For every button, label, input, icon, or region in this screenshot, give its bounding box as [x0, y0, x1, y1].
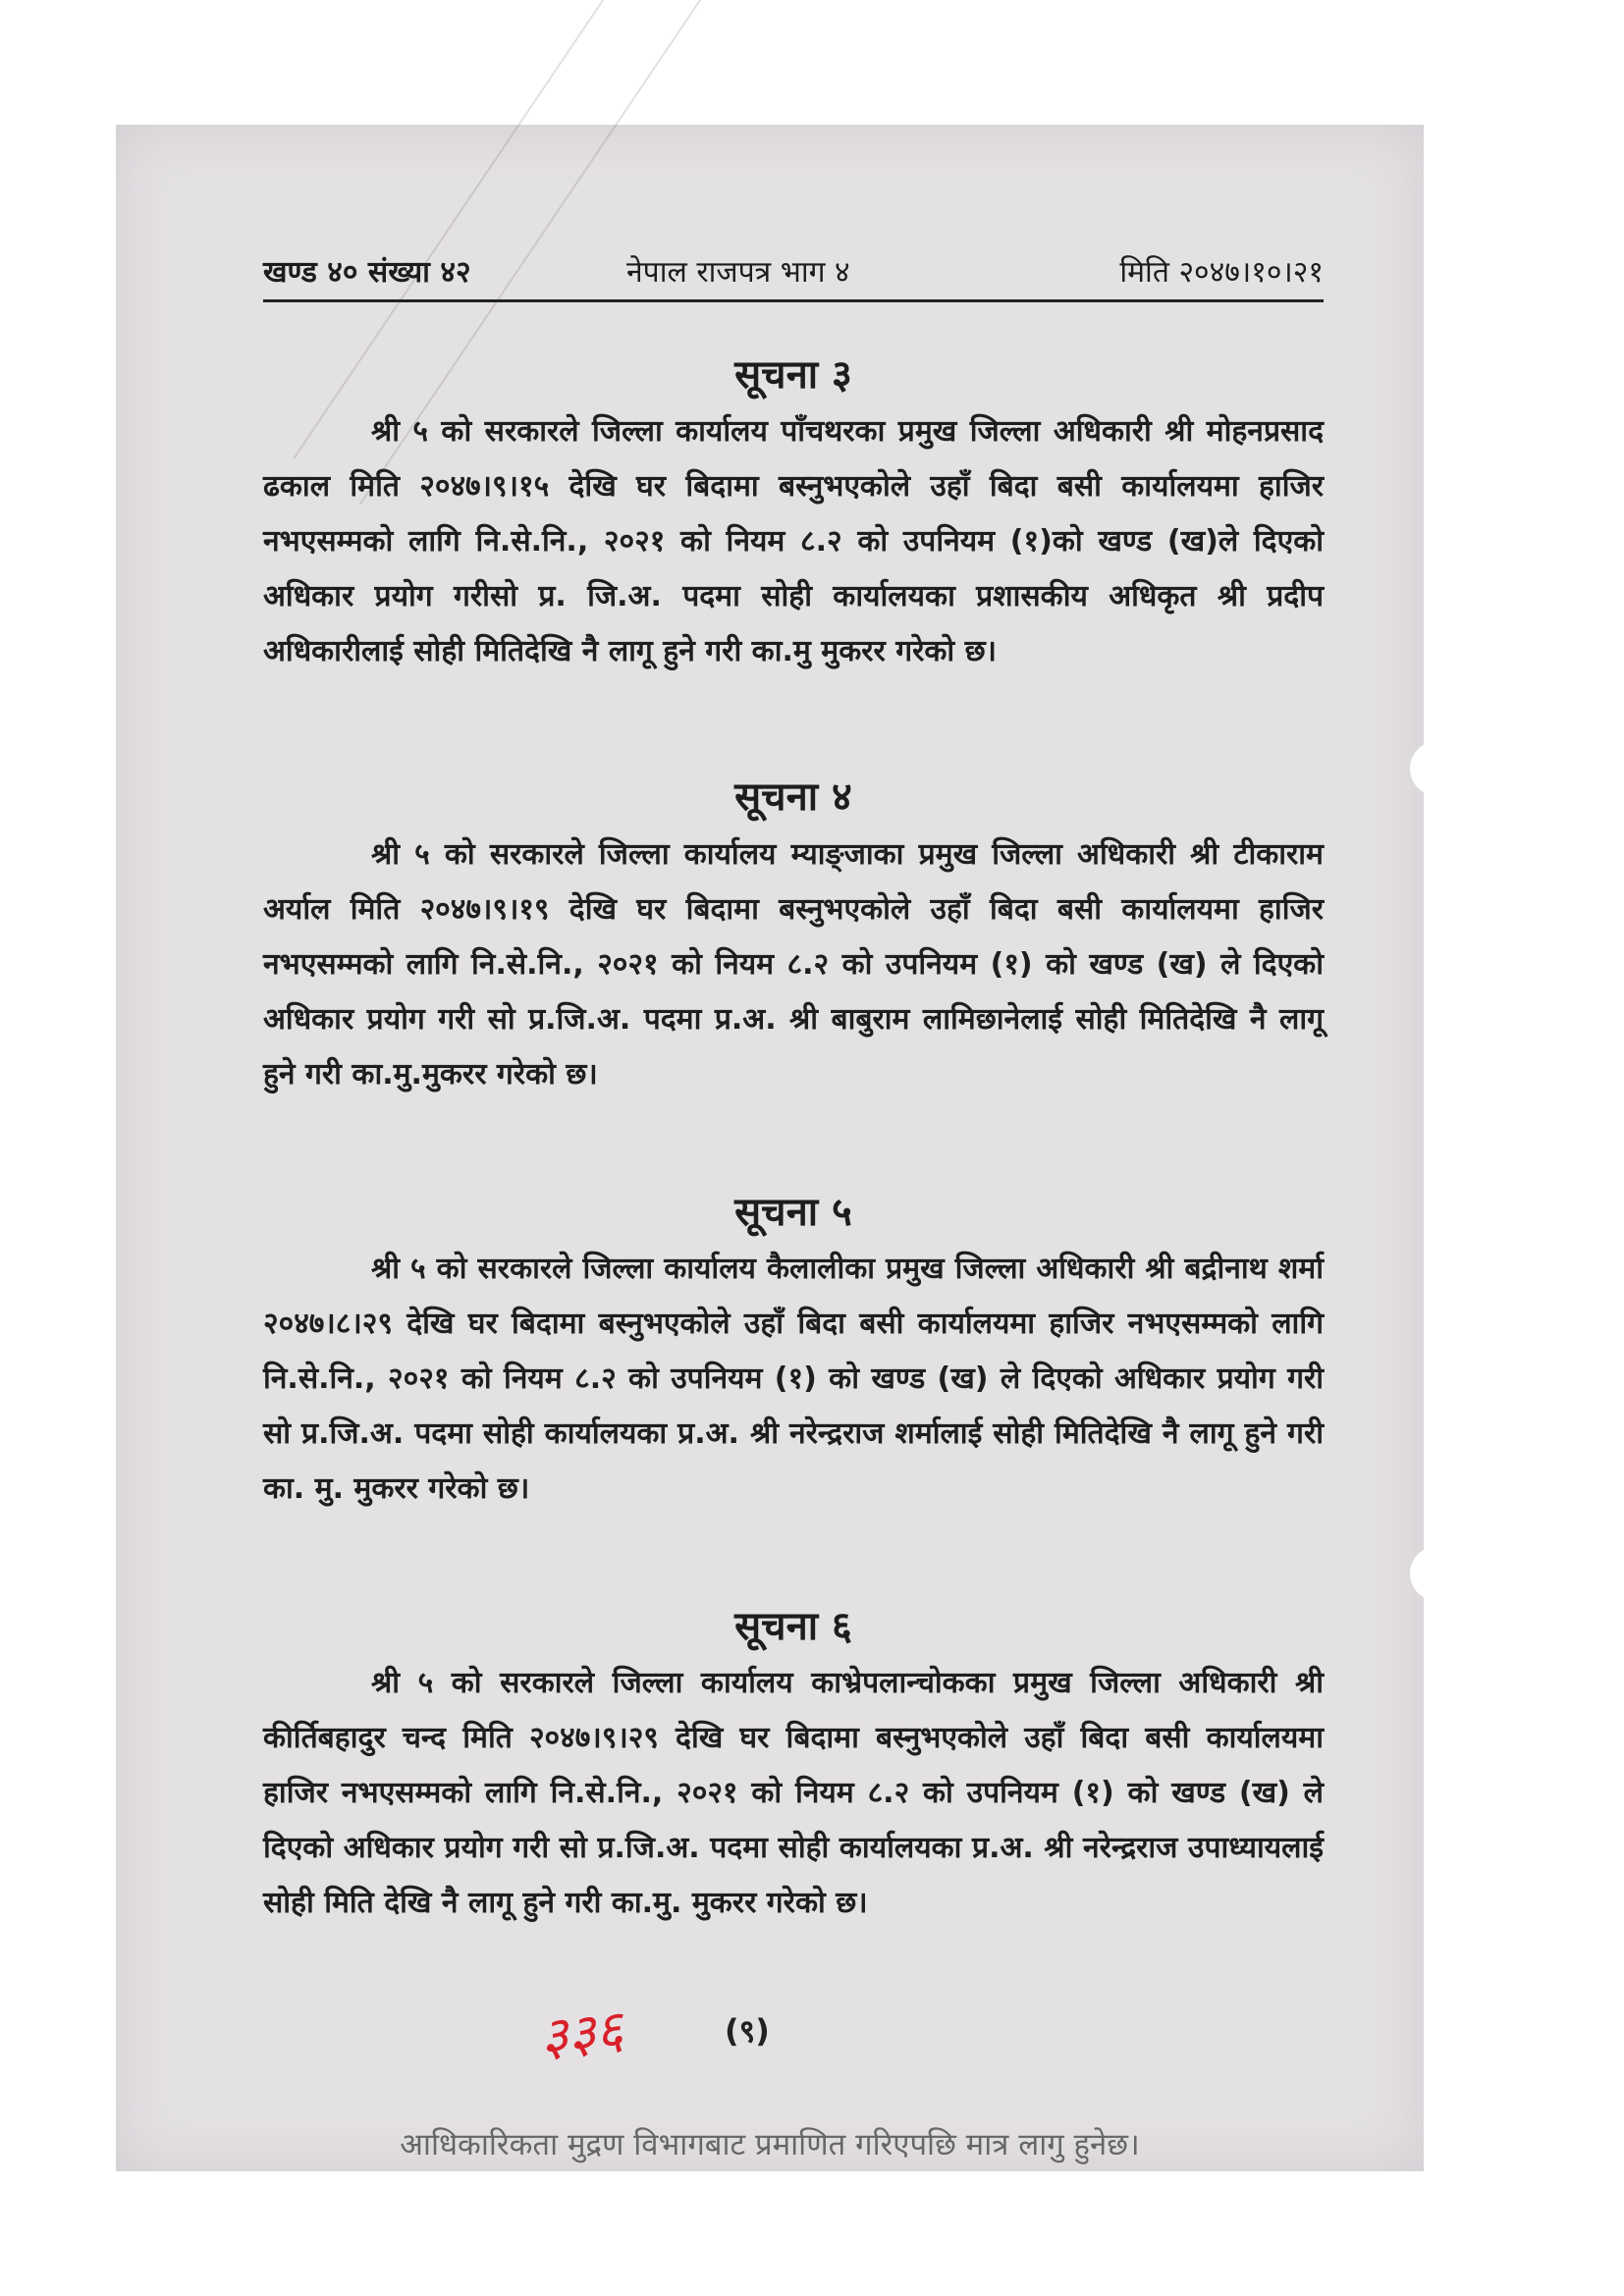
- notice-body: श्री ५ को सरकारले जिल्ला कार्यालय काभ्रेपलान्चोकका प्रमुख जिल्ला अधिकारी श्री कीर्तिबहादुर चन्द मिति २०४७।९।२९ देखि घर बिदामा बस्नुभएकोले उहाँ बिदा बसी कार्यालयमा हाजिर नभएसम्मको लागि नि.से.नि., २०२१ को नियम ८.२ को उपनियम (१) को खण्ड (ख) ले दिएको अधिकार प्रयोग गरी सो प्र.जि.अ. पदमा सोही कार्यालयका प्र.अ. श्री नरेन्द्रराज उपाध्यायलाई सोही मिति देखि नै लागू हुने गरी का.मु. मुकरर गरेको छ।: [263, 1666, 1324, 1920]
- handwritten-number: ३३६: [537, 1998, 626, 2069]
- header-gazette-name: नेपाल राजपत्र भाग ४: [626, 255, 850, 290]
- notice-title: सूचना ५: [734, 1190, 852, 1235]
- authenticity-footer-note: आधिकारिकता मुद्रण विभागबाट प्रमाणित गरिएपछि मात्र लागु हुनेछ।: [400, 2127, 1140, 2163]
- punch-hole: [1410, 1546, 1465, 1601]
- header-volume: खण्ड ४० संख्या ४२: [263, 255, 471, 290]
- notice-body: श्री ५ को सरकारले जिल्ला कार्यालय पाँचथरका प्रमुख जिल्ला अधिकारी श्री मोहनप्रसाद ढकाल मिति २०४७।९।१५ देखि घर बिदामा बस्नुभएकोले उहाँ बिदा बसी कार्यालयमा हाजिर नभएसम्मको लागि नि.से.नि., २०२१ को नियम ८.२ को उपनियम (१)को खण्ड (ख)ले दिएको अधिकार प्रयोग गरीसो प्र. जि.अ. पदमा सोही कार्यालयका प्रशासकीय अधिकृत श्री प्रदीप अधिकारीलाई सोही मितिदेखि नै लागू हुने गरी का.मु मुकरर गरेको छ।: [263, 414, 1324, 668]
- notice-body: श्री ५ को सरकारले जिल्ला कार्यालय कैलालीका प्रमुख जिल्ला अधिकारी श्री बद्रीनाथ शर्मा २०४७।८।२९ देखि घर बिदामा बस्नुभएकोले उहाँ बिदा बसी कार्यालयमा हाजिर नभएसम्मको लागि नि.से.नि., २०२१ को नियम ८.२ को उपनियम (१) को खण्ड (ख) ले दिएको अधिकार प्रयोग गरी सो प्र.जि.अ. पदमा सोही कार्यालयका प्र.अ. श्री नरेन्द्रराज शर्मालाई सोही मितिदेखि नै लागू हुने गरी का. मु. मुकरर गरेको छ।: [263, 1252, 1324, 1506]
- notice-title: सूचना ४: [734, 774, 852, 820]
- notice-title: सूचना ३: [734, 352, 852, 398]
- page-number: (९): [725, 2012, 770, 2050]
- notice-title: सूचना ६: [734, 1604, 852, 1649]
- notice-body: श्री ५ को सरकारले जिल्ला कार्यालय म्याङ्जाका प्रमुख जिल्ला अधिकारी श्री टीकाराम अर्याल मिति २०४७।९।१९ देखि घर बिदामा बस्नुभएकोले उहाँ बिदा बसी कार्यालयमा हाजिर नभएसम्मको लागि नि.से.नि., २०२१ को नियम ८.२ को उपनियम (१) को खण्ड (ख) ले दिएको अधिकार प्रयोग गरी सो प्र.जि.अ. पदमा प्र.अ. श्री बाबुराम लामिछानेलाई सोही मितिदेखि नै लागू हुने गरी का.मु.मुकरर गरेको छ।: [263, 837, 1324, 1092]
- punch-hole: [1410, 741, 1465, 796]
- gazette-page: [116, 125, 1424, 2171]
- page-header: [263, 240, 1324, 302]
- header-date: मिति २०४७।१०।२१: [1119, 255, 1324, 290]
